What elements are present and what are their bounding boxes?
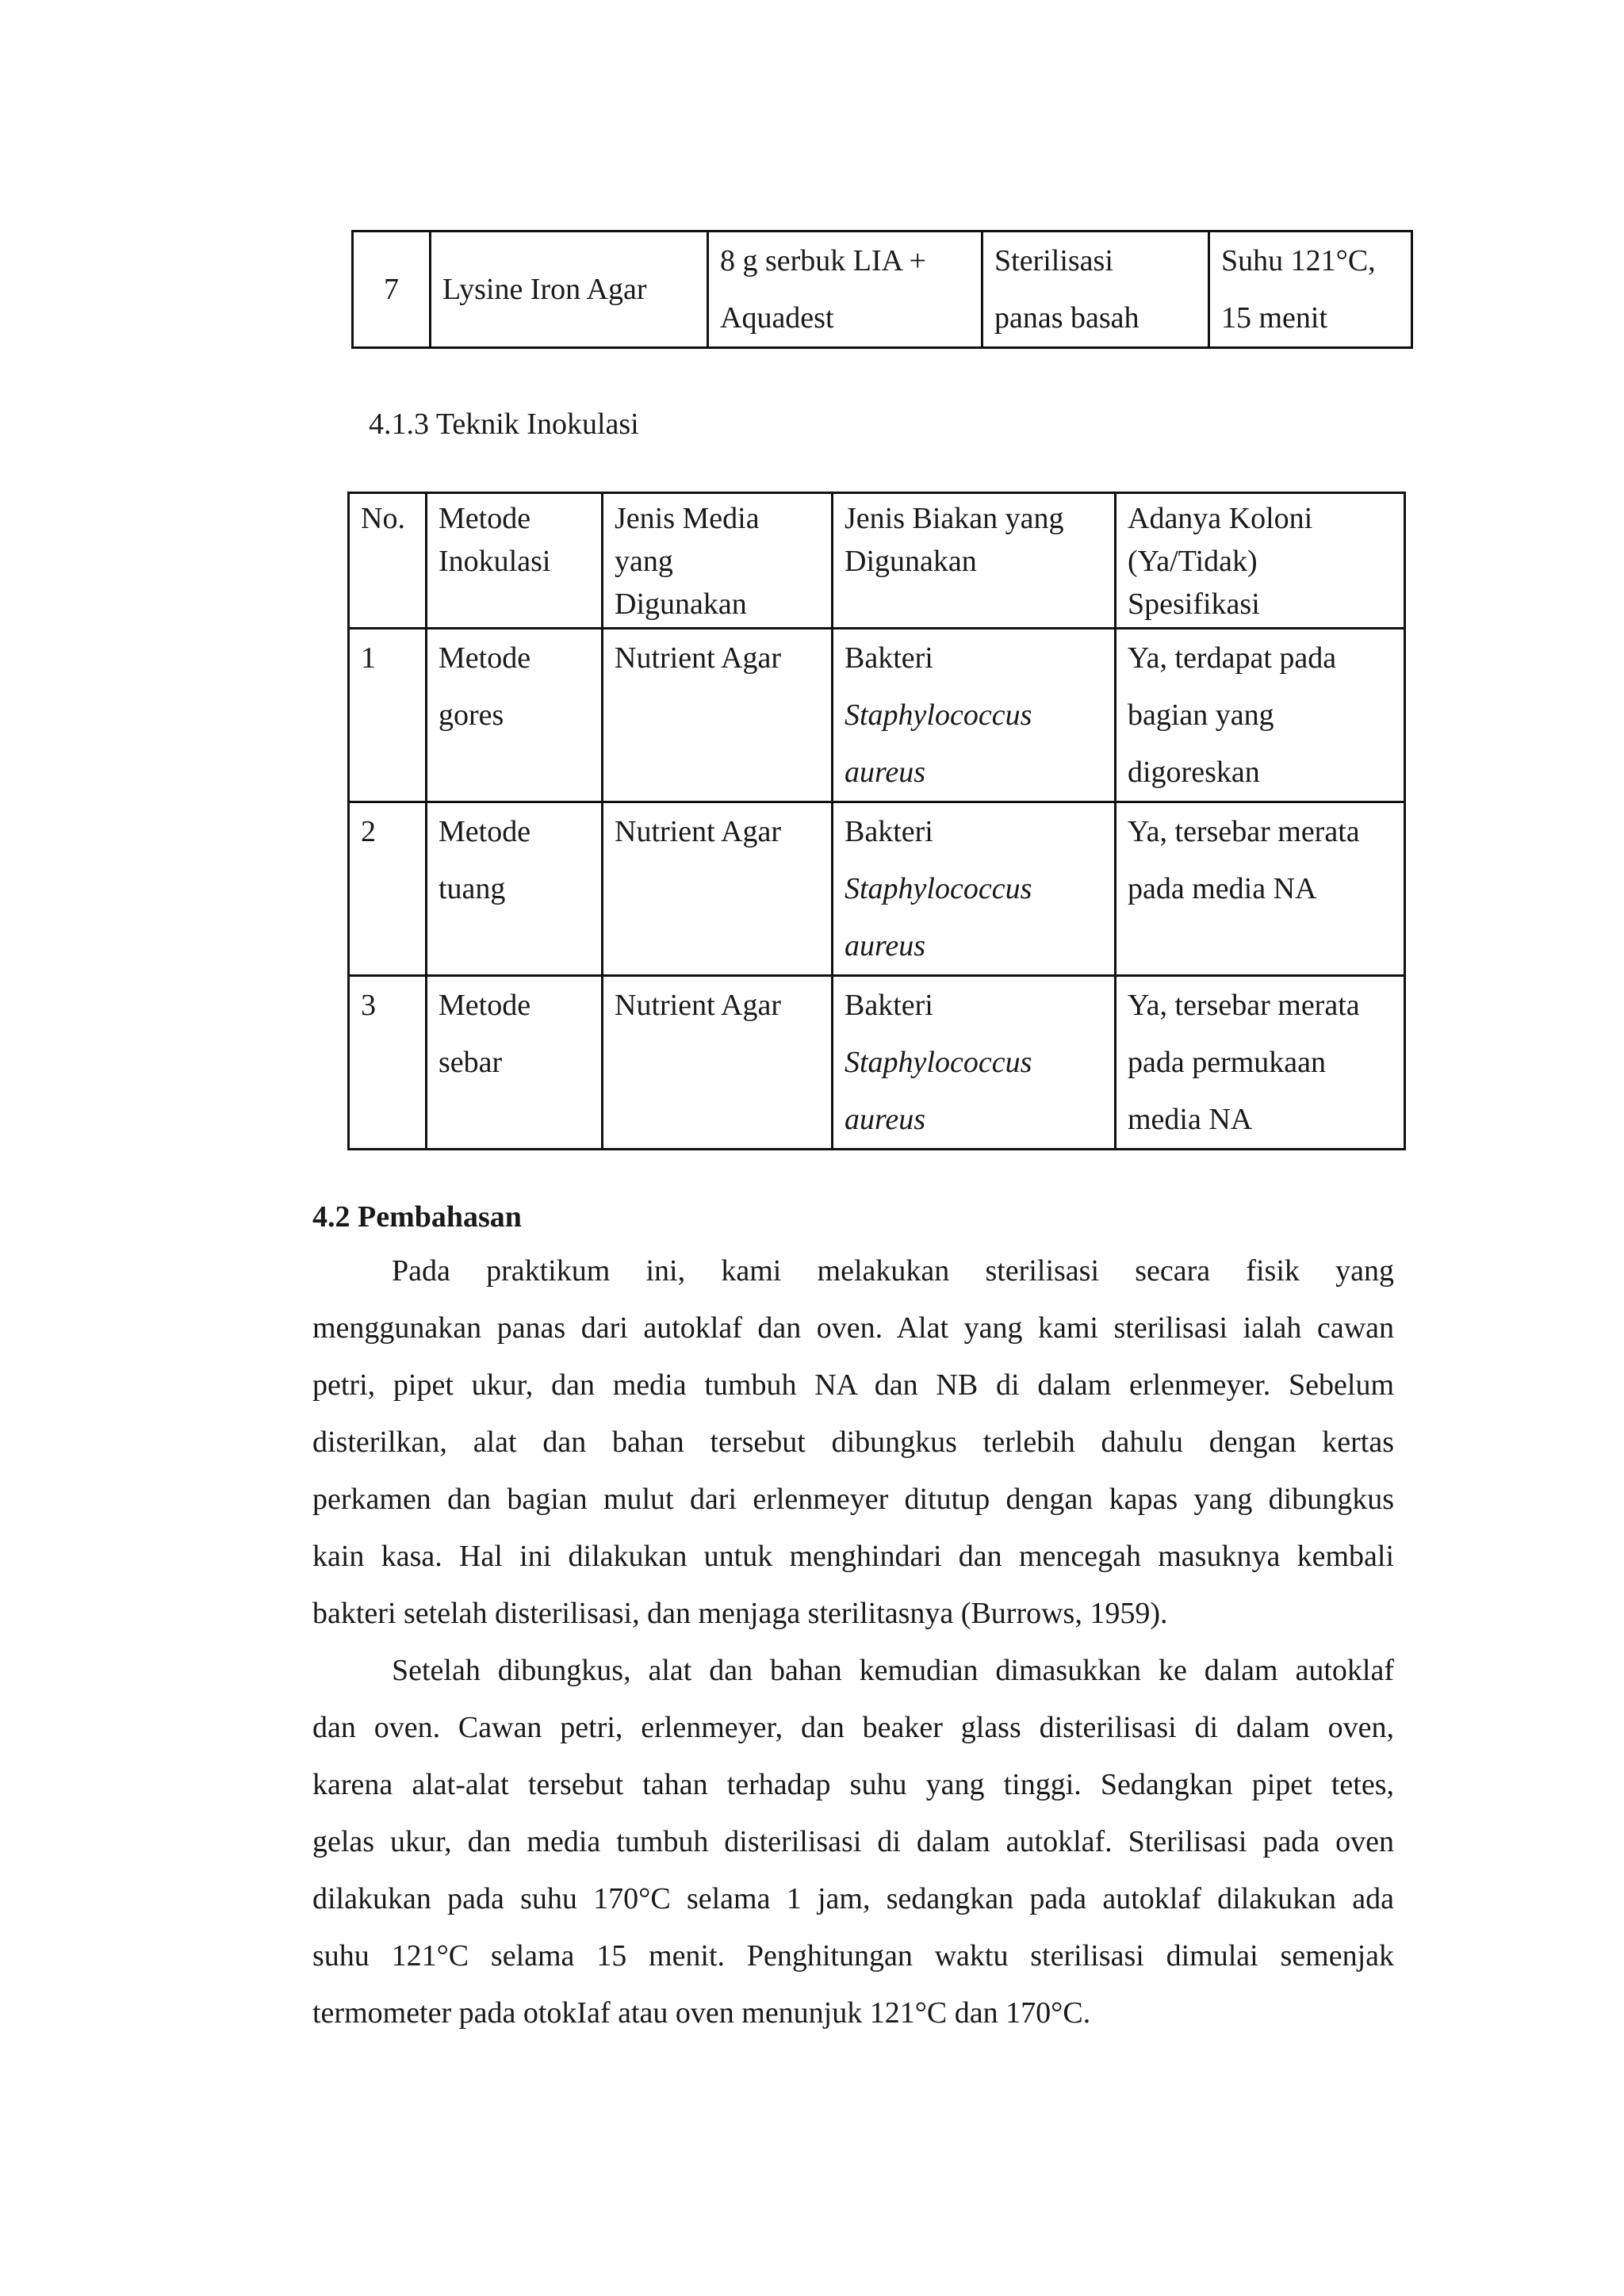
culture-type xyxy=(833,976,1116,1150)
row-number: 1 xyxy=(349,629,427,802)
subsection-title: 4.1.3 Teknik Inokulasi xyxy=(369,408,639,441)
inoculation-method xyxy=(427,802,603,976)
method-line: Metode xyxy=(439,989,531,1022)
inoculation-method xyxy=(427,976,603,1150)
header-line: Adanya Koloni xyxy=(1128,502,1313,535)
discussion-paragraph xyxy=(312,1242,1394,1642)
paragraph-line: termometer pada otokIaf atau oven menunjuk 121°C dan 170°C. xyxy=(312,1996,1091,2030)
inoculation-table xyxy=(347,492,1406,1150)
culture-line: Staphylococcus xyxy=(845,1046,1032,1079)
section-title: 4.2 Pembahasan xyxy=(312,1200,522,1234)
colony-line: Ya, tersebar merata xyxy=(1128,815,1360,848)
table-row xyxy=(353,232,1412,348)
colony-line: bagian yang xyxy=(1128,698,1274,732)
colony-line: media NA xyxy=(1128,1103,1253,1136)
condition-line: Suhu 121°C, xyxy=(1221,244,1376,277)
header-line: (Ya/Tidak) xyxy=(1128,545,1258,578)
colony-result xyxy=(1116,802,1405,976)
paragraph-line: bakteri setelah disterilisasi, dan menjaga sterilitasnya (Burrows, 1959). xyxy=(312,1597,1168,1630)
culture-line: Bakteri xyxy=(845,989,933,1022)
paragraph-line: perkamen dan bagian mulut dari erlenmeyer ditutup dengan kapas yang dibungkus xyxy=(312,1483,1394,1516)
header-line: Metode xyxy=(439,502,531,535)
header-line: Jenis Biakan yang xyxy=(845,502,1064,535)
paragraph-line: dilakukan pada suhu 170°C selama 1 jam, sedangkan pada autoklaf dilakukan ada xyxy=(312,1882,1394,1915)
header-metode xyxy=(427,493,603,629)
paragraph-line: suhu 121°C selama 15 menit. Penghitungan waktu sterilisasi dimulai semenjak xyxy=(312,1939,1394,1973)
sterilization-method xyxy=(982,232,1209,348)
header-line: Inokulasi xyxy=(439,545,551,578)
media-type: Nutrient Agar xyxy=(603,629,833,802)
culture-type xyxy=(833,629,1116,802)
colony-line: pada media NA xyxy=(1128,872,1317,905)
paragraph-line: dan oven. Cawan petri, erlenmeyer, dan beaker glass disterilisasi di dalam oven, xyxy=(312,1711,1394,1744)
header-line: yang xyxy=(615,545,673,578)
method-line: Metode xyxy=(439,641,531,675)
row-number: 2 xyxy=(349,802,427,976)
header-line: Digunakan xyxy=(615,587,747,621)
header-line: Spesifikasi xyxy=(1128,587,1260,621)
paragraph-line: menggunakan panas dari autoklaf dan oven. Alat yang kami sterilisasi ialah cawan xyxy=(312,1311,1394,1345)
method-line: panas basah xyxy=(994,301,1139,335)
paragraph-line: gelas ukur, dan media tumbuh disterilisasi di dalam autoklaf. Sterilisasi pada oven xyxy=(312,1825,1394,1858)
media-sterilization-table xyxy=(351,230,1413,349)
header-line: No. xyxy=(361,502,405,535)
table-row xyxy=(349,976,1405,1150)
inoculation-method xyxy=(427,629,603,802)
paragraph-line: karena alat-alat tersebut tahan terhadap suhu yang tinggi. Sedangkan pipet tetes, xyxy=(312,1768,1394,1801)
colony-line: Ya, terdapat pada xyxy=(1128,641,1337,675)
composition-line: 8 g serbuk LIA + xyxy=(720,244,926,277)
paragraph-line: disterilkan, alat dan bahan tersebut dibungkus terlebih dahulu dengan kertas xyxy=(312,1425,1394,1459)
table-row xyxy=(349,629,1405,802)
culture-line: aureus xyxy=(845,1103,926,1136)
culture-line: aureus xyxy=(845,756,926,789)
culture-line: aureus xyxy=(845,929,926,962)
colony-line: Ya, tersebar merata xyxy=(1128,989,1360,1022)
paragraph-line: Setelah dibungkus, alat dan bahan kemudian dimasukkan ke dalam autoklaf xyxy=(392,1654,1394,1687)
header-line: Digunakan xyxy=(845,545,977,578)
culture-type xyxy=(833,802,1116,976)
culture-line: Staphylococcus xyxy=(845,698,1032,732)
table-row xyxy=(349,802,1405,976)
condition-line: 15 menit xyxy=(1221,301,1328,335)
table-header-row xyxy=(349,493,1405,629)
culture-line: Staphylococcus xyxy=(845,872,1032,905)
header-media xyxy=(603,493,833,629)
method-line: Sterilisasi xyxy=(994,244,1113,277)
colony-result xyxy=(1116,629,1405,802)
culture-line: Bakteri xyxy=(845,815,933,848)
paragraph-line: petri, pipet ukur, dan media tumbuh NA dan NB di dalam erlenmeyer. Sebelum xyxy=(312,1368,1394,1402)
colony-line: pada permukaan xyxy=(1128,1046,1327,1079)
composition-line: Aquadest xyxy=(720,301,834,335)
media-composition xyxy=(708,232,982,348)
header-no xyxy=(349,493,427,629)
culture-line: Bakteri xyxy=(845,641,933,675)
media-name: Lysine Iron Agar xyxy=(431,232,708,348)
colony-line: digoreskan xyxy=(1128,756,1260,789)
method-line: gores xyxy=(439,698,504,732)
row-number: 7 xyxy=(353,232,431,348)
header-koloni xyxy=(1116,493,1405,629)
paragraph-line: kain kasa. Hal ini dilakukan untuk menghindari dan mencegah masuknya kembali xyxy=(312,1540,1394,1573)
discussion-paragraph xyxy=(312,1642,1394,2042)
row-number: 3 xyxy=(349,976,427,1150)
header-line: Jenis Media xyxy=(615,502,760,535)
sterilization-condition xyxy=(1209,232,1412,348)
method-line: Metode xyxy=(439,815,531,848)
method-line: sebar xyxy=(439,1046,503,1079)
colony-result xyxy=(1116,976,1405,1150)
media-type: Nutrient Agar xyxy=(603,976,833,1150)
header-biakan xyxy=(833,493,1116,629)
paragraph-line: Pada praktikum ini, kami melakukan sterilisasi secara fisik yang xyxy=(392,1254,1394,1288)
media-type: Nutrient Agar xyxy=(603,802,833,976)
method-line: tuang xyxy=(439,872,506,905)
